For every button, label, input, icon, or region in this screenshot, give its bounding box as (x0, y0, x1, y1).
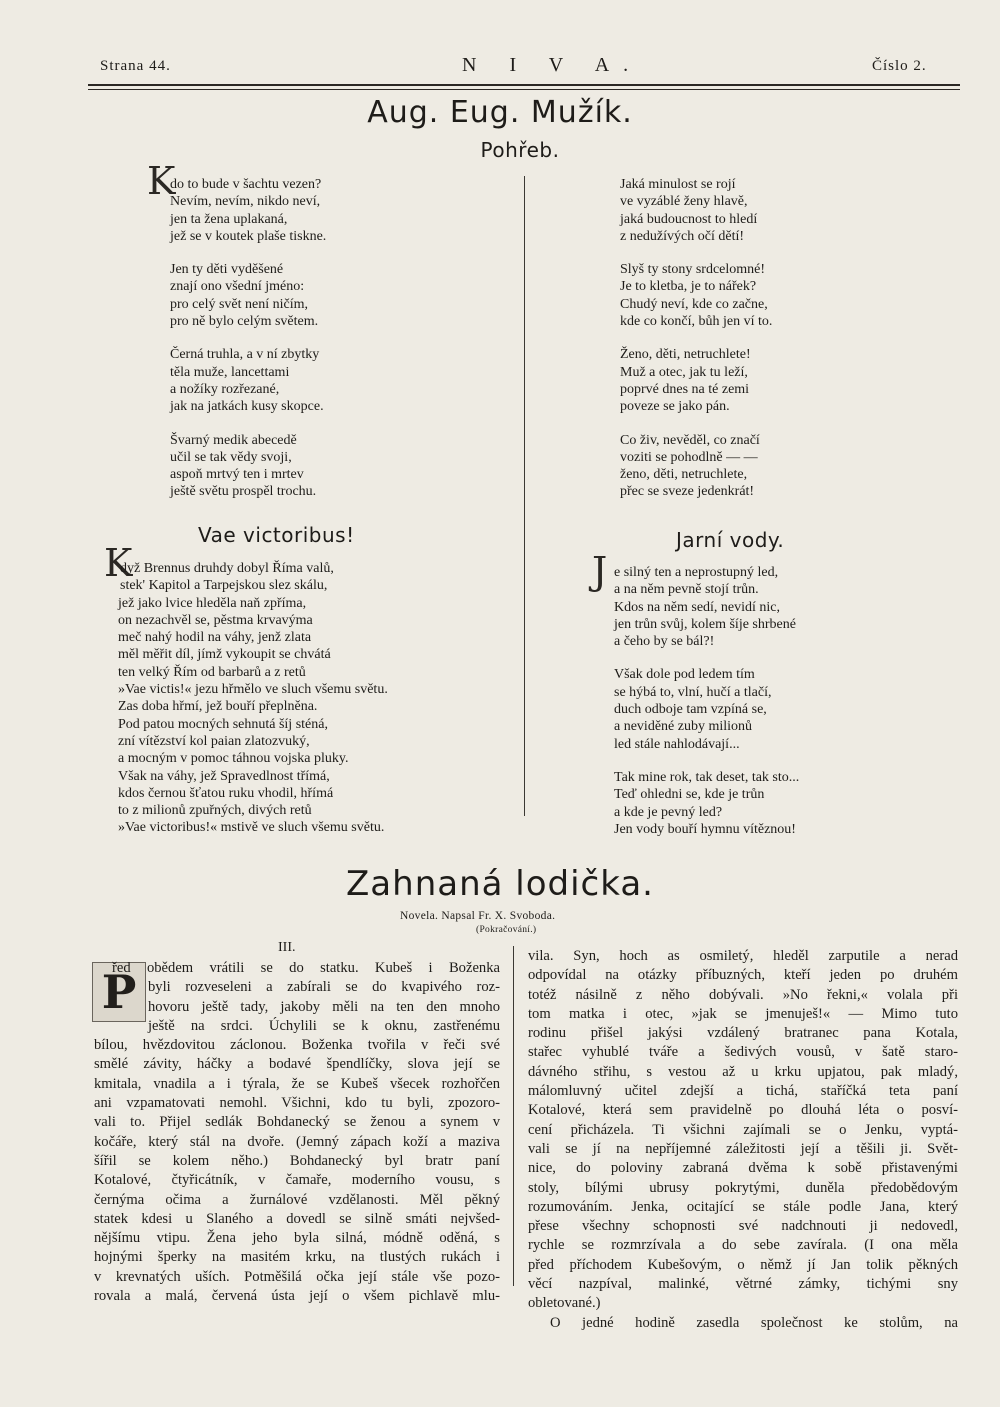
novel-line: řed obědem vrátili se do statku. Kubeš i Boženka (112, 960, 500, 976)
chapter-number: III. (278, 940, 296, 955)
poem-line: Černá truhla, a v ní zbytky (170, 347, 320, 363)
poem-line: ve vyzáblé ženy hlavě, (620, 194, 748, 210)
poem-line: Zas doba hřmí, jež bouří přeplněna. (118, 699, 318, 715)
poem-line: ještě světu prospěl trochu. (170, 484, 317, 500)
novel-line: rodinu přišel jakýsi vzdálený bratranec pana Kotala, (528, 1025, 958, 1042)
novel-line: nějšímu vtipu. Žena jeho byla silná, módně oděná, s (94, 1230, 500, 1247)
novel-line: odpovídal na otázky příbuzných, kteří jeden po druhém (528, 967, 958, 984)
novel-line: černýma očima a žurnálové vzdělanosti. Měl pěkný (94, 1191, 500, 1208)
novel-line: byli rozveseleni a zabírali se do kvapivého roz- (148, 979, 500, 996)
novel-line: vali to. Přijel sedlák Bohdanecký se ženou a synem v (94, 1114, 500, 1131)
poem-title-jarni: Jarní vody. (676, 528, 785, 552)
poem-line: »Vae victis!« jezu hřmělo ve sluch všemu světu. (118, 682, 388, 698)
stanza (170, 261, 326, 330)
poem-line: jaká budoucnost to hledí (620, 211, 758, 227)
stanza (620, 261, 772, 330)
stanza (170, 176, 326, 245)
poem-line: a nožíky rozřezané, (170, 381, 280, 397)
poem-line: a mocným v pomoc táhnou vojska pluky. (118, 751, 349, 767)
issue-number: Číslo 2. (872, 58, 927, 74)
poem-line: jak na jatkách kusy skopce. (170, 399, 324, 415)
novel-line: hovoru ještě tady, jakoby měli na ten den mnoho (148, 998, 500, 1015)
column-divider-lower (513, 946, 514, 1286)
novel-line: hojnými šperky na masitém krku, na tlustých rukách i (94, 1249, 500, 1266)
dropcap-vae: K (104, 541, 133, 585)
novel-line: dávného střihu, s vestou až u krku upjatou, pak mladý, (528, 1063, 958, 1080)
novel-line: totéž násilně z něho dobývali. »No řekni,« volala při (528, 986, 958, 1003)
novel-note: (Pokračování.) (476, 925, 537, 935)
poem-line: přec se sveze jedenkrát! (620, 484, 755, 500)
column-divider-upper (524, 176, 525, 816)
poem-line: ženo, děti, netruchlete, (620, 467, 748, 483)
novel-line: rychle se rozmrzívala a do sebe zavírala. (I ona měla (528, 1237, 958, 1254)
poem-line: Však dole pod ledem tím (614, 667, 755, 683)
header-rule (88, 84, 960, 86)
poem-line: Jen vody bouří hymnu vítěznou! (614, 821, 796, 837)
novel-line: cení přicházela. Ti všichni zajímali se o Jenku, vyptá- (528, 1121, 958, 1138)
novel-subtitle: Novela. Napsal Fr. X. Svoboda. (400, 910, 556, 922)
novel-left-column (94, 960, 500, 1306)
poem-line: z nedužívých očí dětí! (620, 228, 745, 244)
novel-line: přese všechny schopnosti své nadchnouti ji nedovedl, (528, 1218, 958, 1235)
novel-line: Kotalové, která sem pravidelně po dlouhá léta o posví- (528, 1102, 958, 1119)
novel-line: ani vzpamatovati nemohl. Všichni, kdo tu byli, zpozoro- (94, 1095, 500, 1112)
poem-line: dyž Brennus druhdy dobyl Říma valů, (120, 561, 334, 576)
poem-line: voziti se pohodlně — — (620, 449, 758, 465)
poem-line: do to bude v šachtu vezen? (170, 177, 322, 192)
poem-line: měl měřit díl, jímž vykoupit se chvátá (118, 647, 331, 663)
poem-line: těla muže, lancettami (170, 364, 290, 380)
novel-line: statek kdesi u Slaného a dovedl se silně smáti nejvšed- (94, 1210, 500, 1227)
poem-line: Ženo, děti, netruchlete! (620, 347, 751, 363)
dropcap-pohreb: K (147, 159, 176, 203)
novel-line: obletované.) (528, 1295, 601, 1312)
novel-line: smělé závity, háčky a bodavé špendlíčky, slova její se (94, 1056, 500, 1073)
novel-line: stoly, bílými ubrusy pokrytými, duněla předobědovým (528, 1179, 958, 1196)
poem-line: on nezachvěl se, pěstma krvavýma (118, 612, 313, 628)
poem-line: led stále nahlodávají... (614, 736, 740, 752)
novel-line: věcí nazpíval, malinké, větrné zámky, tichými sny (528, 1276, 958, 1293)
novel-line: před příchodem Kubešovým, o němž jí Jan tolik pěkných (528, 1256, 958, 1273)
header-rule-thin (88, 89, 960, 90)
poem-line: Slyš ty stony srdcelomné! (620, 262, 766, 278)
novel-line: málomluvný učitel zdejší a tichá, staříčká teta paní (528, 1083, 958, 1100)
stanza (614, 666, 799, 752)
poem-line: Švarný medik abecedě (170, 432, 297, 448)
stanza (620, 176, 772, 245)
poem-title-pohreb: Pohřeb. (480, 138, 560, 162)
poem-line: a neviděné zuby milionů (614, 719, 753, 735)
poem-line: aspoň mrtvý ten i mrtev (170, 467, 304, 483)
poem-line: jež jako lvice hleděla naň zpříma, (118, 595, 307, 611)
poem-line: Je to kletba, je to nářek? (620, 279, 757, 295)
ornamental-initial-letter: P (101, 965, 137, 1019)
poem-line: Co živ, nevěděl, co značí (620, 432, 760, 448)
stanza (620, 432, 772, 501)
poem-line: Však na váhy, jež Spravedlnost třímá, (118, 768, 330, 784)
novel-line: O jedné hodině zasedla společnost ke stolům, na (550, 1314, 958, 1331)
poem-line: jen trůn svůj, kolem šíje shrbené (614, 616, 796, 632)
novel-line: stařec vyhublé tváře a šedivých vousů, v šatě staro- (528, 1044, 958, 1061)
novel-line: tom matka i otec, »jak se jmenuješ!« — Mimo tuto (528, 1005, 958, 1022)
poem-line: pro ně bylo celým světem. (170, 314, 319, 330)
novel-right-column (528, 947, 958, 1333)
poem-line: Tak mine rok, tak deset, tak sto... (614, 769, 800, 785)
poem-line: Jaká minulost se rojí (620, 177, 736, 192)
novel-line: rovala a malá, červená ústa její o všem pichlavě mlu- (94, 1288, 500, 1305)
novel-line: v krevnatých uších. Potměšilá očka její stále vše pozo- (94, 1268, 500, 1285)
novel-line: ještě na srdci. Úchylili se k oknu, zastřenému (148, 1017, 500, 1034)
poem-line: poveze se jako pán. (620, 399, 730, 415)
novel-line: vila. Syn, hoch as osmiletý, hleděl zarputile a nerad (528, 948, 958, 964)
poem-line: se hýbá to, vlní, hučí a tlačí, (614, 684, 772, 700)
poem-line: »Vae victoribus!« mstivě ve sluch všemu světu. (118, 820, 385, 836)
poem-line: ten velký Řím od barbarů a z retů (118, 664, 306, 680)
poem-line: Kdos na něm sedí, nevidí nic, (614, 599, 781, 615)
poem-line: Jen ty děti vyděšené (170, 262, 284, 278)
poem-line: e silný ten a neprostupný led, (614, 565, 779, 580)
poem-line: kde co končí, bůh jen ví to. (620, 314, 773, 330)
poem-line: Chudý neví, kde co začne, (620, 296, 768, 312)
poem-line: meč nahý hodil na váhy, jenž zlata (118, 630, 312, 646)
poem-line: a kde je pevný led? (614, 804, 723, 820)
novel-line: Kotalové, čtyřicátník, v čamaře, moderního vousu, s (94, 1172, 500, 1189)
poem-line: Teď ohledni se, kde je trůn (614, 787, 765, 803)
poem-line: a čeho by se bál?! (614, 634, 715, 650)
poem-line: a na něm pevně stojí trůn. (614, 582, 759, 598)
stanza (614, 564, 799, 650)
pohreb-right-column (620, 176, 772, 517)
author-heading: Aug. Eug. Mužík. (367, 95, 633, 130)
poem-line: stek' Kapitol a Tarpejskou slez skálu, (120, 578, 328, 594)
poem-line: znají ono všední jméno: (170, 279, 305, 295)
stanza (170, 346, 326, 415)
novel-line: rozumováním. Jenka, ocitající se stále podle Jana, který (528, 1198, 958, 1215)
page-number: Strana 44. (100, 58, 171, 74)
poem-line: poprvé dnes na té zemi (620, 381, 750, 397)
journal-title: N I V A. (462, 54, 643, 76)
novel-line: kmitala, vnadila a i týrala, že se Kubeš všecek rozhořčen (94, 1075, 500, 1092)
dropcap-jarni: J (592, 549, 608, 593)
vae-poem-body (118, 560, 388, 837)
novel-line: nice, do poloviny zabraná dvěma k sobě přistavenými (528, 1160, 958, 1177)
poem-line: kdos černou šťatou ruku vhodil, hřímá (118, 785, 334, 801)
poem-line: zní vítězství kol paian zlatozvuký, (118, 733, 310, 749)
jarni-poem-body (614, 564, 799, 854)
stanza (620, 346, 772, 415)
stanza (614, 769, 799, 838)
poem-line: učil se tak vědy svoji, (170, 449, 292, 465)
novel-line: vali se jí na nepříjemné záležitosti její a těšili ji. Svět- (528, 1140, 958, 1157)
poem-line: Pod patou mocných sehnutá šíj sténá, (118, 716, 328, 732)
poem-line: pro celý svět není ničím, (170, 296, 309, 312)
poem-line: Nevím, nevím, nikdo neví, (170, 194, 321, 210)
poem-line: jen ta žena uplakaná, (170, 211, 288, 227)
poem-line: Muž a otec, jak tu leží, (620, 364, 748, 380)
novel-line: kočáře, který stál na dvoře. (Jemný zápach koží a maziva (94, 1133, 500, 1150)
poem-title-vae: Vae victoribus! (198, 523, 355, 547)
poem-line: duch odboje tam vzpíná se, (614, 702, 767, 718)
poem-line: jež se v koutek plaše tiskne. (170, 228, 327, 244)
poem-line: to z milionů zpuřných, divých retů (118, 803, 312, 819)
novel-line: šířil se kolem něho.) Bohdanecký byl bratr paní (94, 1152, 500, 1169)
pohreb-left-column (170, 176, 326, 517)
stanza (170, 432, 326, 501)
novel-title: Zahnaná lodička. (346, 864, 654, 904)
novel-line: bílou, hvězdovitou záclonou. Boženka tvořila v řeči své (94, 1037, 500, 1054)
